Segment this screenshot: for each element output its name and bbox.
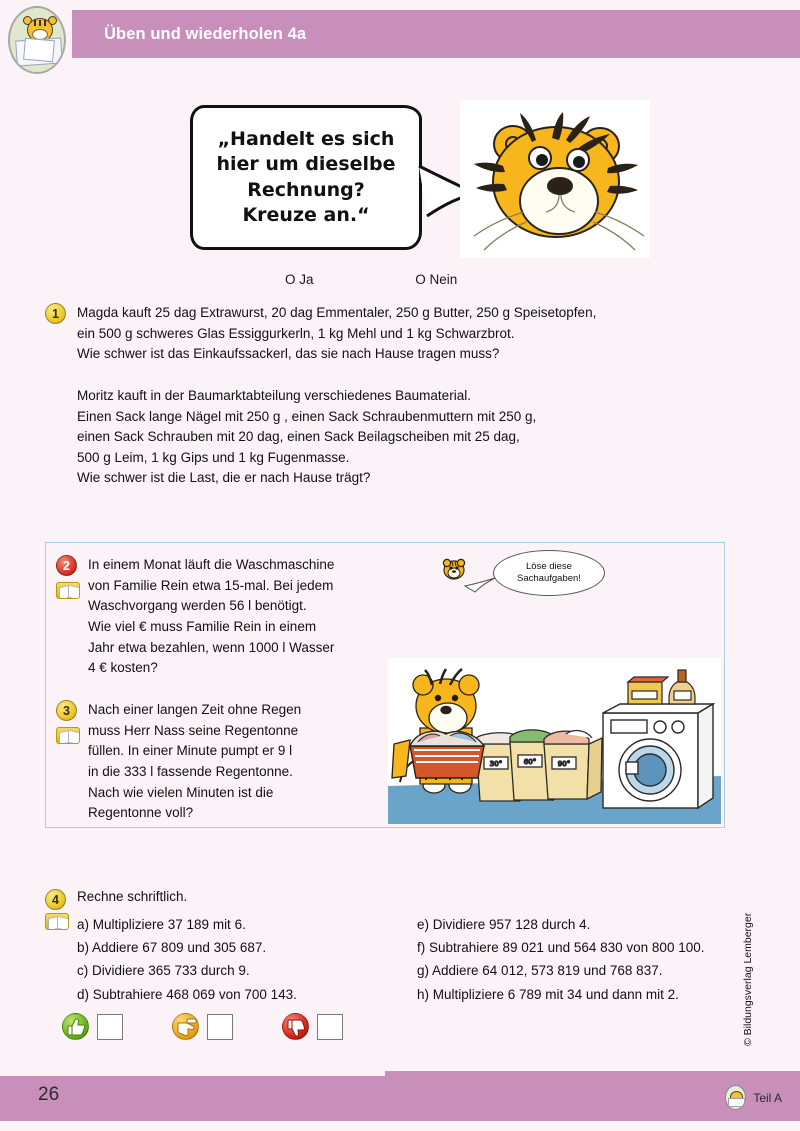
ex1-p2-line2: Einen Sack lange Nägel mit 250 g , einen Sack Schraubenmuttern mit 250 g,	[77, 408, 537, 424]
ex3-line2: muss Herr Nass seine Regentonne	[88, 722, 299, 738]
ex4-item-f: f) Subtrahiere 89 021 und 564 830 von 800 100.	[417, 940, 705, 956]
bubble-line-2: hier um dieselbe	[216, 153, 396, 176]
ex4-item-a: a) Multipliziere 37 189 mit 6.	[77, 917, 246, 932]
self-assessment-bad[interactable]	[282, 1013, 343, 1040]
mini-bubble-line-1: Löse diese	[526, 561, 572, 573]
self-assessment-good[interactable]	[62, 1013, 123, 1040]
svg-text:30°: 30°	[489, 760, 503, 768]
ex3-line5: Nach wie vielen Minuten ist die	[88, 784, 274, 800]
ex2-line3: Waschvorgang werden 56 l benötigt.	[88, 598, 307, 614]
exercise-1	[45, 303, 755, 489]
svg-text:90°: 90°	[557, 760, 571, 768]
self-assessment-row	[62, 1013, 392, 1040]
ex2-line4: Wie viel € muss Familie Rein in einem	[88, 618, 317, 634]
exercise-number-badge: 2	[56, 555, 77, 576]
laundry-illustration	[388, 658, 721, 824]
ex4-item-d: d) Subtrahiere 468 069 von 700 143.	[77, 986, 297, 1002]
tiger-head-illustration	[460, 100, 650, 258]
ex1-p1-line3: Wie schwer ist das Einkaufssackerl, das sie nach Hause tragen muss?	[77, 346, 500, 362]
exercise-4-right-column	[417, 913, 704, 1006]
exercise-4	[45, 889, 755, 1006]
page-title: Üben und wiederholen 4a	[104, 24, 307, 43]
mini-bubble-line-2: Sachaufgaben!	[517, 573, 581, 584]
option-yes[interactable]: O Ja	[285, 272, 314, 287]
exercise-2-text	[88, 555, 334, 679]
mini-bubble-tail-icon	[463, 572, 497, 596]
checkbox-bad[interactable]	[317, 1014, 343, 1040]
part-indicator	[725, 1085, 782, 1110]
open-book-icon	[45, 913, 69, 930]
exercise-number-badge: 4	[45, 889, 66, 910]
bubble-line-3: Rechnung?	[247, 178, 365, 201]
ex2-line6: 4 € kosten?	[88, 660, 158, 676]
ex3-line6: Regentonne voll?	[88, 805, 194, 821]
thumbs-down-icon	[282, 1013, 309, 1040]
ex3-line3: füllen. In einer Minute pumpt er 9 l	[88, 743, 293, 759]
ex2-line5: Jahr etwa bezahlen, wenn 1000 l Wasser	[88, 639, 335, 655]
ex1-p1-line2: ein 500 g schweres Glas Essiggurkerln, 1 kg Mehl und 1 kg Schwarzbrot.	[77, 325, 515, 341]
ex3-line1: Nach einer langen Zeit ohne Regen	[88, 702, 302, 717]
tiger-logo-small-icon	[725, 1085, 746, 1110]
self-assessment-medium[interactable]	[172, 1013, 233, 1040]
exercise-1-text	[77, 303, 596, 489]
exercise-3	[56, 700, 301, 824]
bubble-line-1: „Handelt es sich	[217, 127, 395, 150]
ex4-item-b: b) Addiere 67 809 und 305 687.	[77, 940, 267, 956]
exercise-3-text	[88, 700, 301, 824]
mini-speech-bubble	[493, 550, 605, 596]
ex4-item-h: h) Multipliziere 6 789 mit 34 und dann mit 2.	[417, 986, 679, 1002]
bubble-line-4: Kreuze an.“	[242, 203, 370, 226]
speech-bubble-area	[190, 100, 650, 265]
part-label: Teil A	[753, 1090, 782, 1105]
svg-text:60°: 60°	[523, 758, 537, 766]
ex2-line1: In einem Monat läuft die Waschmaschine	[88, 557, 335, 572]
thumbs-up-icon	[62, 1013, 89, 1040]
ex4-item-e: e) Dividiere 957 128 durch 4.	[417, 917, 591, 932]
ex3-line4: in die 333 l fassende Regentonne.	[88, 763, 293, 779]
exercise-number-badge: 3	[56, 700, 77, 721]
ex4-item-c: c) Dividiere 365 733 durch 9.	[77, 963, 250, 979]
ex2-line2: von Familie Rein etwa 15-mal. Bei jedem	[88, 577, 334, 593]
copyright-text: © Bildungsverlag Lemberger	[742, 912, 754, 1046]
checkbox-medium[interactable]	[207, 1014, 233, 1040]
exercise-2	[56, 555, 334, 679]
ex1-p2-line5: Wie schwer ist die Last, die er nach Hause trägt?	[77, 470, 371, 486]
page-header	[72, 10, 800, 58]
ex1-p2-line1: Moritz kauft in der Baumarktabteilung verschiedenes Baumaterial.	[77, 387, 471, 403]
page-number: 26	[38, 1084, 60, 1105]
option-no[interactable]: O Nein	[415, 272, 458, 287]
ex1-p2-line3: einen Sack Schrauben mit 20 dag, einen Sack Beilagscheiben mit 25 dag,	[77, 429, 520, 445]
exercise-4-instruction: Rechne schriftlich.	[77, 889, 188, 904]
open-book-icon-wrapper	[45, 913, 69, 930]
exercise-4-left-column	[77, 913, 417, 1006]
ex4-item-g: g) Addiere 64 012, 573 819 und 768 837.	[417, 963, 663, 979]
tiger-reading-logo-icon	[8, 6, 66, 74]
speech-bubble	[190, 105, 422, 250]
page-footer	[0, 1071, 800, 1121]
ex1-p1-line1: Magda kauft 25 dag Extrawurst, 20 dag Emmentaler, 250 g Butter, 250 g Speisetopfen,	[77, 305, 597, 320]
open-book-icon	[56, 727, 80, 744]
yes-no-options	[285, 272, 457, 287]
copyright-notice	[742, 686, 754, 1046]
ex1-p2-line4: 500 g Leim, 1 kg Gips und 1 kg Fugenmasse.	[77, 449, 350, 465]
open-book-icon	[56, 582, 80, 599]
exercise-number-badge: 1	[45, 303, 66, 324]
checkbox-good[interactable]	[97, 1014, 123, 1040]
thumb-sideways-icon	[172, 1013, 199, 1040]
